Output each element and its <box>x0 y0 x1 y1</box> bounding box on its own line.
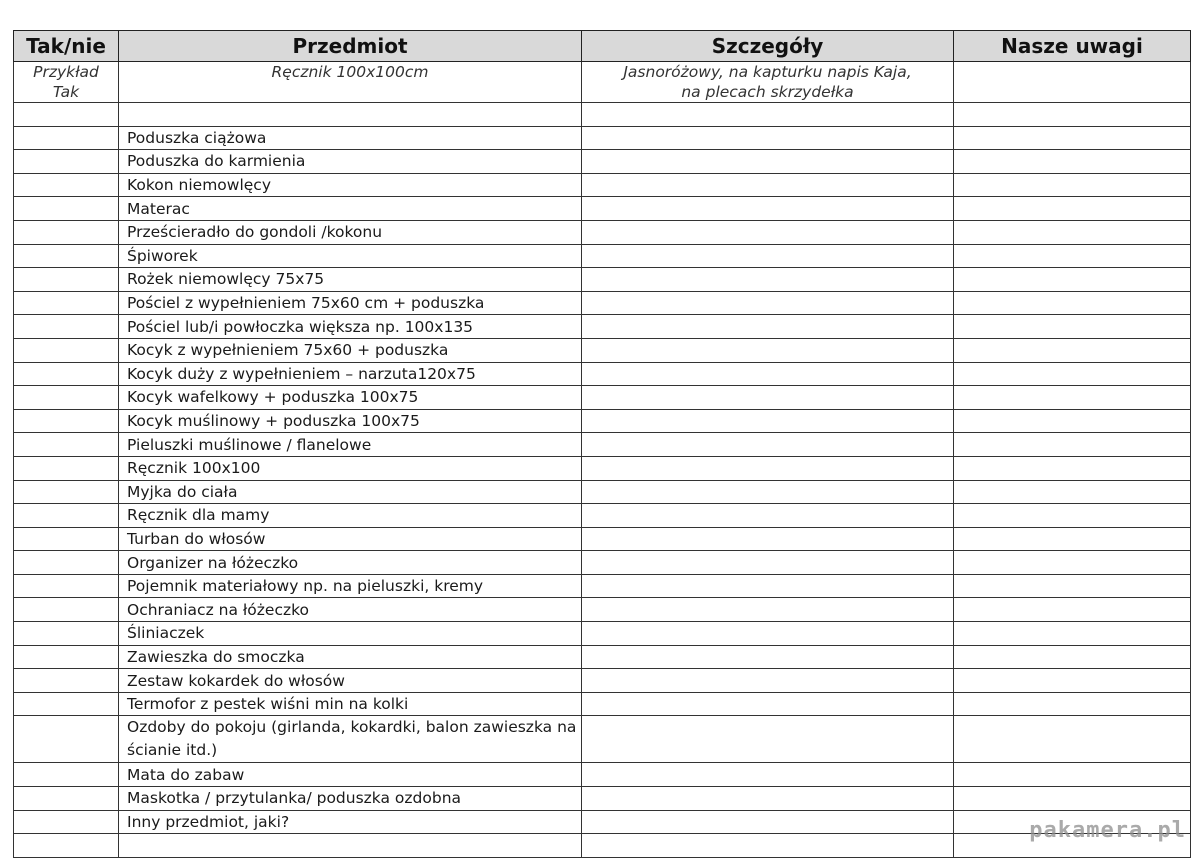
details-cell[interactable] <box>582 291 954 315</box>
table-row <box>14 126 1191 150</box>
example-details-line2: na plecach skrzydełka <box>681 83 854 101</box>
example-item: Ręcznik 100x100cm <box>119 62 582 103</box>
table-row <box>14 716 1191 763</box>
table-row <box>14 220 1191 244</box>
item-cell: Ozdoby do pokoju (girlanda, kokardki, balon zawieszka na ścianie itd.) <box>119 716 582 763</box>
item-cell: Rożek niemowlęcy 75x75 <box>119 268 582 292</box>
item-cell: Termofor z pestek wiśni min na kolki <box>119 692 582 716</box>
table-row <box>14 645 1191 669</box>
details-cell[interactable] <box>582 150 954 174</box>
yes-no-cell[interactable] <box>14 338 119 362</box>
notes-cell[interactable] <box>954 220 1191 244</box>
item-cell: Mata do zabaw <box>119 763 582 787</box>
yes-no-cell[interactable] <box>14 315 119 339</box>
watermark-logo: pakamera.pl <box>1029 818 1186 843</box>
yes-no-cell[interactable] <box>14 126 119 150</box>
yes-no-cell[interactable] <box>14 268 119 292</box>
details-cell[interactable] <box>582 787 954 811</box>
item-cell: Poduszka do karmienia <box>119 150 582 174</box>
yes-no-cell[interactable] <box>14 220 119 244</box>
details-cell[interactable] <box>582 409 954 433</box>
yes-no-cell[interactable] <box>14 669 119 693</box>
yes-no-cell[interactable] <box>14 291 119 315</box>
notes-cell[interactable] <box>954 244 1191 268</box>
details-cell[interactable] <box>582 268 954 292</box>
example-details <box>582 62 954 103</box>
details-cell[interactable] <box>582 810 954 834</box>
notes-cell[interactable] <box>954 763 1191 787</box>
item-cell <box>119 834 582 858</box>
table-row <box>14 409 1191 433</box>
details-cell[interactable] <box>582 197 954 221</box>
item-cell: Materac <box>119 197 582 221</box>
details-cell[interactable] <box>582 220 954 244</box>
details-cell[interactable] <box>582 574 954 598</box>
item-cell: Kocyk z wypełnieniem 75x60 + poduszka <box>119 338 582 362</box>
item-cell: Kocyk wafelkowy + poduszka 100x75 <box>119 386 582 410</box>
notes-cell[interactable] <box>954 716 1191 763</box>
notes-cell[interactable] <box>954 315 1191 339</box>
notes-cell[interactable] <box>954 197 1191 221</box>
table-row <box>14 692 1191 716</box>
table-row <box>14 574 1191 598</box>
details-cell[interactable] <box>582 834 954 858</box>
table-row <box>14 338 1191 362</box>
table-row <box>14 197 1191 221</box>
item-cell: Ręcznik dla mamy <box>119 504 582 528</box>
example-yes-no-line1: Przykład <box>33 63 99 81</box>
table-row <box>14 173 1191 197</box>
yes-no-cell[interactable] <box>14 574 119 598</box>
details-cell[interactable] <box>582 126 954 150</box>
details-cell[interactable] <box>582 716 954 763</box>
item-cell: Kocyk duży z wypełnieniem – narzuta120x75 <box>119 362 582 386</box>
notes-cell[interactable] <box>954 103 1191 127</box>
details-cell[interactable] <box>582 173 954 197</box>
table-row <box>14 622 1191 646</box>
yes-no-cell[interactable] <box>14 197 119 221</box>
notes-cell[interactable] <box>954 433 1191 457</box>
example-yes-no <box>14 62 119 103</box>
details-cell[interactable] <box>582 551 954 575</box>
header-item: Przedmiot <box>119 31 582 62</box>
notes-cell[interactable] <box>954 787 1191 811</box>
item-cell: Organizer na łóżeczko <box>119 551 582 575</box>
notes-cell[interactable] <box>954 386 1191 410</box>
yes-no-cell[interactable] <box>14 834 119 858</box>
yes-no-cell[interactable] <box>14 645 119 669</box>
yes-no-cell[interactable] <box>14 551 119 575</box>
header-notes: Nasze uwagi <box>954 31 1191 62</box>
yes-no-cell[interactable] <box>14 810 119 834</box>
table-row <box>14 386 1191 410</box>
table-row <box>14 291 1191 315</box>
details-cell[interactable] <box>582 527 954 551</box>
item-cell: Poduszka ciążowa <box>119 126 582 150</box>
item-cell: Zestaw kokardek do włosów <box>119 669 582 693</box>
notes-cell[interactable] <box>954 480 1191 504</box>
yes-no-cell[interactable] <box>14 692 119 716</box>
table-row <box>14 551 1191 575</box>
example-notes <box>954 62 1191 103</box>
notes-cell[interactable] <box>954 645 1191 669</box>
yes-no-cell[interactable] <box>14 622 119 646</box>
details-cell[interactable] <box>582 645 954 669</box>
table-row <box>14 150 1191 174</box>
table-row <box>14 527 1191 551</box>
item-cell <box>119 103 582 127</box>
notes-cell[interactable] <box>954 456 1191 480</box>
table-row <box>14 362 1191 386</box>
details-cell[interactable] <box>582 433 954 457</box>
item-cell: Inny przedmiot, jaki? <box>119 810 582 834</box>
table-row <box>14 244 1191 268</box>
yes-no-cell[interactable] <box>14 103 119 127</box>
notes-cell[interactable] <box>954 150 1191 174</box>
notes-cell[interactable] <box>954 692 1191 716</box>
details-cell[interactable] <box>582 338 954 362</box>
item-cell: Prześcieradło do gondoli /kokonu <box>119 220 582 244</box>
item-cell: Śliniaczek <box>119 622 582 646</box>
yes-no-cell[interactable] <box>14 598 119 622</box>
notes-cell[interactable] <box>954 574 1191 598</box>
header-row <box>14 31 1191 62</box>
yes-no-cell[interactable] <box>14 433 119 457</box>
item-cell: Myjka do ciała <box>119 480 582 504</box>
table-row <box>14 598 1191 622</box>
notes-cell[interactable] <box>954 409 1191 433</box>
yes-no-cell[interactable] <box>14 173 119 197</box>
notes-cell[interactable] <box>954 669 1191 693</box>
details-cell[interactable] <box>582 362 954 386</box>
header-yes-no: Tak/nie <box>14 31 119 62</box>
table-row <box>14 433 1191 457</box>
notes-cell[interactable] <box>954 551 1191 575</box>
yes-no-cell[interactable] <box>14 244 119 268</box>
details-cell[interactable] <box>582 598 954 622</box>
details-cell[interactable] <box>582 244 954 268</box>
yes-no-cell[interactable] <box>14 409 119 433</box>
notes-cell[interactable] <box>954 598 1191 622</box>
item-cell: Śpiworek <box>119 244 582 268</box>
yes-no-cell[interactable] <box>14 480 119 504</box>
details-cell[interactable] <box>582 622 954 646</box>
yes-no-cell[interactable] <box>14 504 119 528</box>
item-cell: Pościel z wypełnieniem 75x60 cm + poduszka <box>119 291 582 315</box>
table-row <box>14 834 1191 858</box>
yes-no-cell[interactable] <box>14 527 119 551</box>
table-row <box>14 480 1191 504</box>
notes-cell[interactable] <box>954 362 1191 386</box>
notes-cell[interactable] <box>954 527 1191 551</box>
notes-cell[interactable] <box>954 268 1191 292</box>
yes-no-cell[interactable] <box>14 716 119 763</box>
table-row <box>14 315 1191 339</box>
yes-no-cell[interactable] <box>14 787 119 811</box>
yes-no-cell[interactable] <box>14 150 119 174</box>
item-cell: Pojemnik materiałowy np. na pieluszki, kremy <box>119 574 582 598</box>
item-cell: Maskotka / przytulanka/ poduszka ozdobna <box>119 787 582 811</box>
notes-cell[interactable] <box>954 173 1191 197</box>
yes-no-cell[interactable] <box>14 456 119 480</box>
item-cell: Pieluszki muślinowe / flanelowe <box>119 433 582 457</box>
item-cell: Zawieszka do smoczka <box>119 645 582 669</box>
details-cell[interactable] <box>582 692 954 716</box>
table-row <box>14 787 1191 811</box>
notes-cell[interactable] <box>954 291 1191 315</box>
table-row <box>14 103 1191 127</box>
details-cell[interactable] <box>582 386 954 410</box>
details-cell[interactable] <box>582 504 954 528</box>
details-cell[interactable] <box>582 103 954 127</box>
yes-no-cell[interactable] <box>14 763 119 787</box>
notes-cell[interactable] <box>954 504 1191 528</box>
notes-cell[interactable] <box>954 622 1191 646</box>
header-details: Szczegóły <box>582 31 954 62</box>
details-cell[interactable] <box>582 480 954 504</box>
example-details-line1: Jasnoróżowy, na kapturku napis Kaja, <box>623 63 912 81</box>
item-cell: Kokon niemowlęcy <box>119 173 582 197</box>
table-row <box>14 763 1191 787</box>
item-cell: Kocyk muślinowy + poduszka 100x75 <box>119 409 582 433</box>
table-row <box>14 810 1191 834</box>
details-cell[interactable] <box>582 669 954 693</box>
table-row <box>14 456 1191 480</box>
yes-no-cell[interactable] <box>14 386 119 410</box>
item-cell: Pościel lub/i powłoczka większa np. 100x135 <box>119 315 582 339</box>
notes-cell[interactable] <box>954 126 1191 150</box>
checklist-table <box>13 30 1191 858</box>
notes-cell[interactable] <box>954 338 1191 362</box>
example-row <box>14 62 1191 103</box>
table-row <box>14 268 1191 292</box>
item-cell: Ochraniacz na łóżeczko <box>119 598 582 622</box>
table-row <box>14 504 1191 528</box>
item-cell: Turban do włosów <box>119 527 582 551</box>
example-yes-no-line2: Tak <box>52 83 80 101</box>
table-row <box>14 669 1191 693</box>
yes-no-cell[interactable] <box>14 362 119 386</box>
details-cell[interactable] <box>582 763 954 787</box>
details-cell[interactable] <box>582 456 954 480</box>
item-cell: Ręcznik 100x100 <box>119 456 582 480</box>
details-cell[interactable] <box>582 315 954 339</box>
